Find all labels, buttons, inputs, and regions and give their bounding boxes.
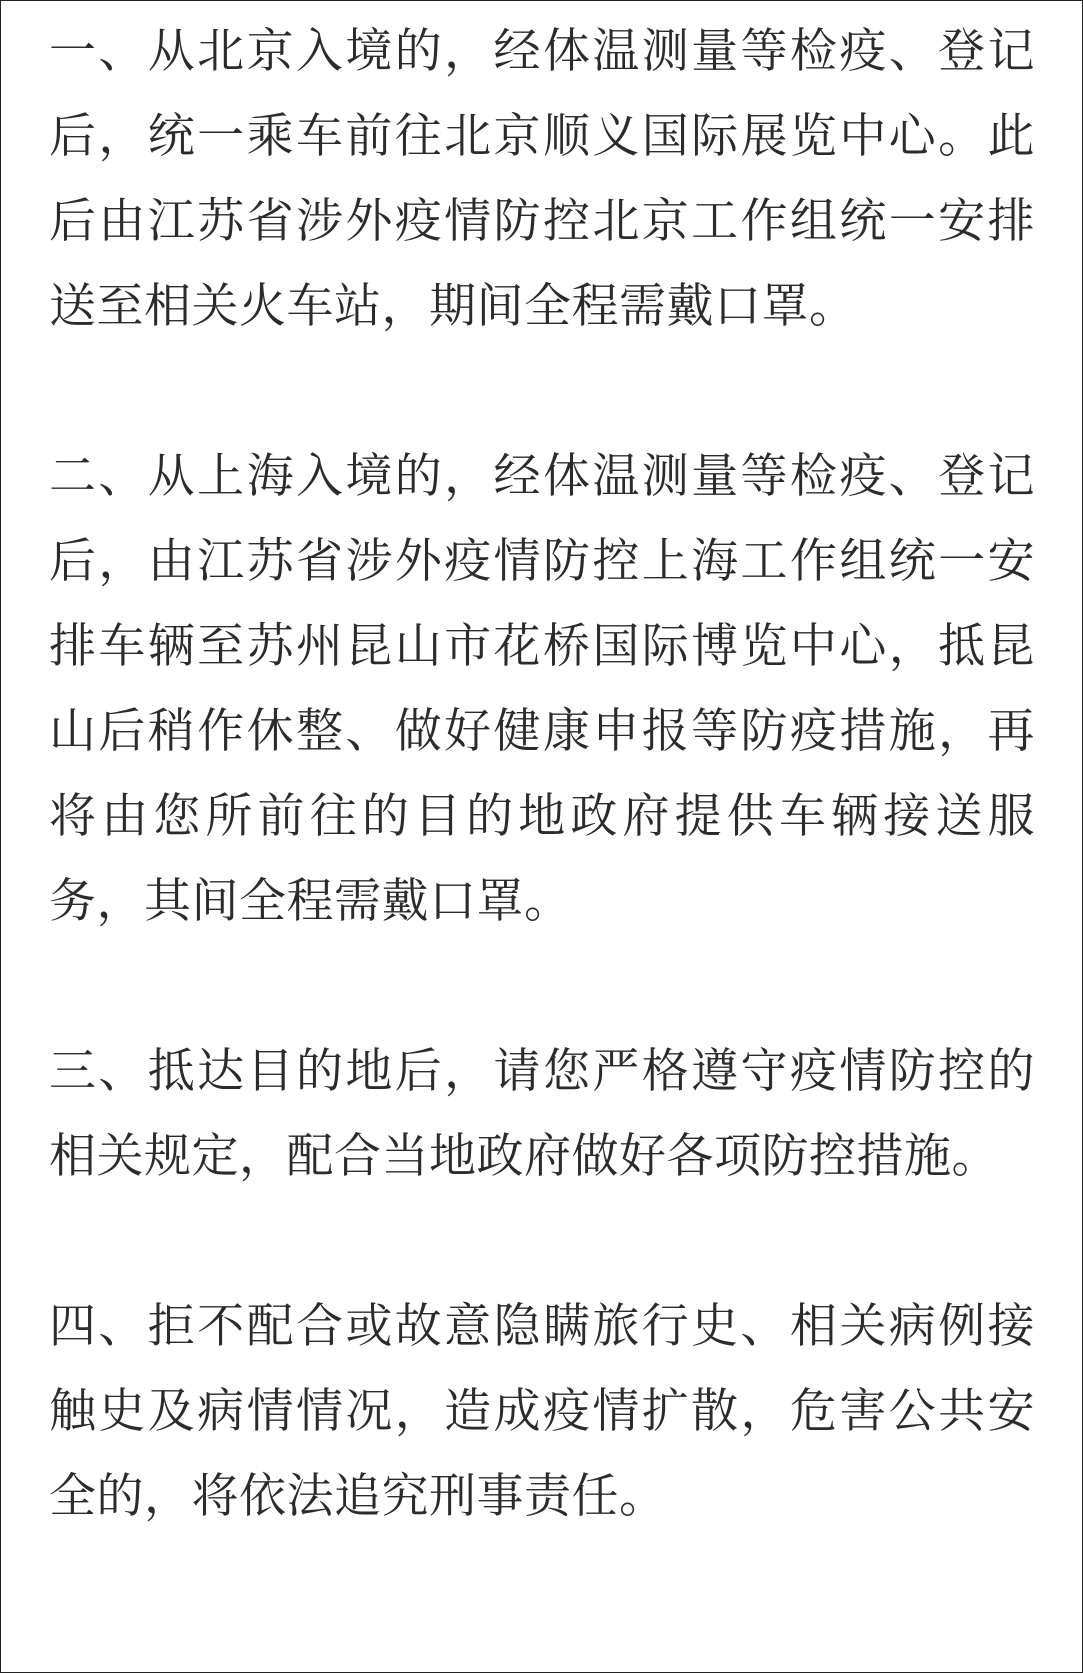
paragraph-4: 四、拒不配合或故意隐瞒旅行史、相关病例接触史及病情情况，造成疫情扩散，危害公共安全的，将依法追究刑事责任。: [49, 1299, 1035, 1524]
article-body: [49, 9, 1035, 1539]
paragraph-2: 二、从上海入境的，经体温测量等检疫、登记后，由江苏省涉外疫情防控上海工作组统一安排车辆至苏州昆山市花桥国际博览中心，抵昆山后稍作休整、做好健康申报等防疫措施，再将由您所前往的目的地政府提供车辆接送服务，其间全程需戴口罩。: [49, 449, 1035, 929]
paragraph-1: 一、从北京入境的，经体温测量等检疫、登记后，统一乘车前往北京顺义国际展览中心。此后由江苏省涉外疫情防控北京工作组统一安排送至相关火车站，期间全程需戴口罩。: [49, 24, 1035, 334]
paragraph-3: 三、抵达目的地后，请您严格遵守疫情防控的相关规定，配合当地政府做好各项防控措施。: [49, 1044, 1035, 1184]
